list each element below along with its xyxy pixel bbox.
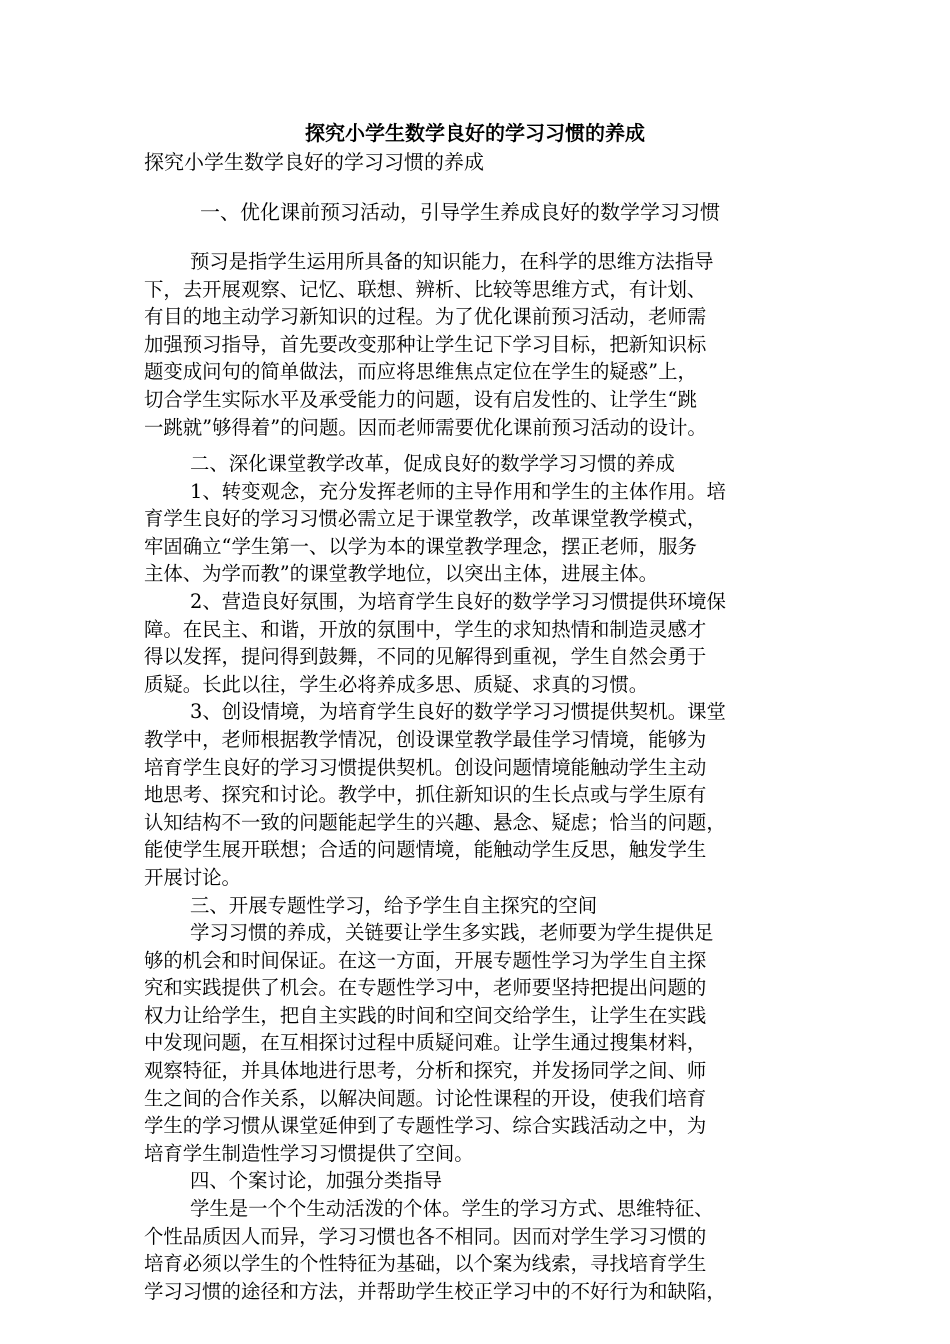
text-line: 学习习惯的养成，关链要让学生多实践，老师要为学生提供足 — [190, 921, 714, 945]
text-line: 培育学生制造性学习习惯提供了空间。 — [144, 1141, 474, 1165]
text-line: 地思考、探究和讨论。教学中，抓住新知识的生长点或与学生原有 — [144, 783, 707, 807]
section-heading-1: 一、优化课前预习活动，引导学生养成良好的数学学习习惯 — [200, 200, 720, 224]
text-line: 观察特征，并具体地进行思考，分析和探究，并发扬同学之间、师 — [144, 1059, 707, 1083]
text-line: 培育学生良好的学习习惯提供契机。创设问题情境能触动学生主动 — [144, 755, 707, 779]
document-title: 探究小学生数学良好的学习习惯的养成 — [305, 121, 645, 145]
text-line: 2、营造良好氛围，为培育学生良好的数学学习习惯提供环境保 — [190, 589, 726, 613]
text-line: 牢固确立“学生第一、以学为本的课堂教学理念，摆正老师，服务 — [144, 534, 697, 558]
section-heading-4: 四、个案讨论，加强分类指导 — [190, 1169, 443, 1193]
text-line: 下，去开展观察、记忆、联想、辨析、比较等思维方式，有计划、 — [144, 277, 707, 301]
text-line: 育学生良好的学习习惯必需立足于课堂教学，改革课堂教学模式， — [144, 507, 707, 531]
paragraph-preview — [144, 248, 810, 441]
text-line: 教学中，老师根据教学情况，创设课堂教学最佳学习情境，能够为 — [144, 727, 707, 751]
text-line: 个性品质因人而异，学习习惯也各不相同。因而对学生学习习惯的 — [144, 1224, 707, 1248]
text-line: 培育必须以学生的个性特征为基础，以个案为线索，寻找培育学生 — [144, 1252, 707, 1276]
text-line: 学生的学习惯从课堂延伸到了专题性学习、综合实践活动之中，为 — [144, 1114, 707, 1138]
text-line: 加强预习指导，首先要改变那种让学生记下学习目标，把新知识标 — [144, 332, 707, 356]
text-line: 质疑。长此以往，学生必将养成多思、质疑、求真的习惯。 — [144, 672, 649, 696]
text-line: 能使学生展开联想；合适的问题情境，能触动学生反思，触发学生 — [144, 838, 707, 862]
text-line: 生之间的合作关系，以解决间题。讨论性课程的开设，使我们培育 — [144, 1086, 707, 1110]
text-line: 学生是一个个生动活泼的个体。学生的学习方式、思维特征、 — [190, 1197, 714, 1221]
section-heading-3: 三、开展专题性学习，给予学生自主探究的空间 — [190, 893, 598, 917]
text-line: 主体、为学而教”的课堂教学地位，以突出主体，进展主体。 — [144, 562, 659, 586]
text-line: 权力让给学生，把自主实践的时间和空间交给学生，让学生在实践 — [144, 1003, 707, 1027]
text-line: 究和实践提供了机会。在专题性学习中，老师要坚持把提出问题的 — [144, 976, 707, 1000]
text-line: 3、创设情境，为培育学生良好的数学学习习惯提供契机。课堂 — [190, 700, 726, 724]
text-line: 障。在民主、和谐，开放的氛围中，学生的求知热情和制造灵感才 — [144, 617, 707, 641]
text-line: 学习习惯的途径和方法，并帮助学生校正学习中的不好行为和缺陷， — [144, 1279, 726, 1303]
document-subtitle: 探究小学生数学良好的学习习惯的养成 — [144, 150, 484, 174]
text-line: 得以发挥，提问得到鼓舞，不同的见解得到重视，学生自然会勇于 — [144, 645, 707, 669]
body-text — [144, 450, 810, 1305]
text-line: 中发现问题，在互相探讨过程中质疑问难。让学生通过搜集材料， — [144, 1031, 707, 1055]
text-line: 切合学生实际水平及承受能力的问题，设有启发性的、让学生“跳 — [144, 387, 697, 411]
text-line: 题变成问句的简单做法，而应将思维焦点定位在学生的疑惑”上， — [144, 360, 697, 384]
section-heading-2: 二、深化课堂教学改革，促成良好的数学学习习惯的养成 — [190, 452, 675, 475]
text-line: 开展讨论。 — [144, 865, 241, 889]
text-line: 一跳就”够得着”的问题。因而老师需要优化课前预习活动的设计。 — [144, 415, 707, 439]
text-line: 1、转变观念，充分发挥老师的主导作用和学生的主体作用。培 — [190, 479, 726, 503]
text-line: 认知结构不一致的问题能起学生的兴趣、悬念、疑虑；恰当的问题， — [144, 810, 726, 834]
text-line: 有目的地主动学习新知识的过程。为了优化课前预习活动，老师需 — [144, 305, 707, 329]
text-line: 预习是指学生运用所具备的知识能力，在科学的思维方法指导 — [190, 250, 714, 273]
text-line: 够的机会和时间保证。在这一方面，开展专题性学习为学生自主探 — [144, 948, 707, 972]
